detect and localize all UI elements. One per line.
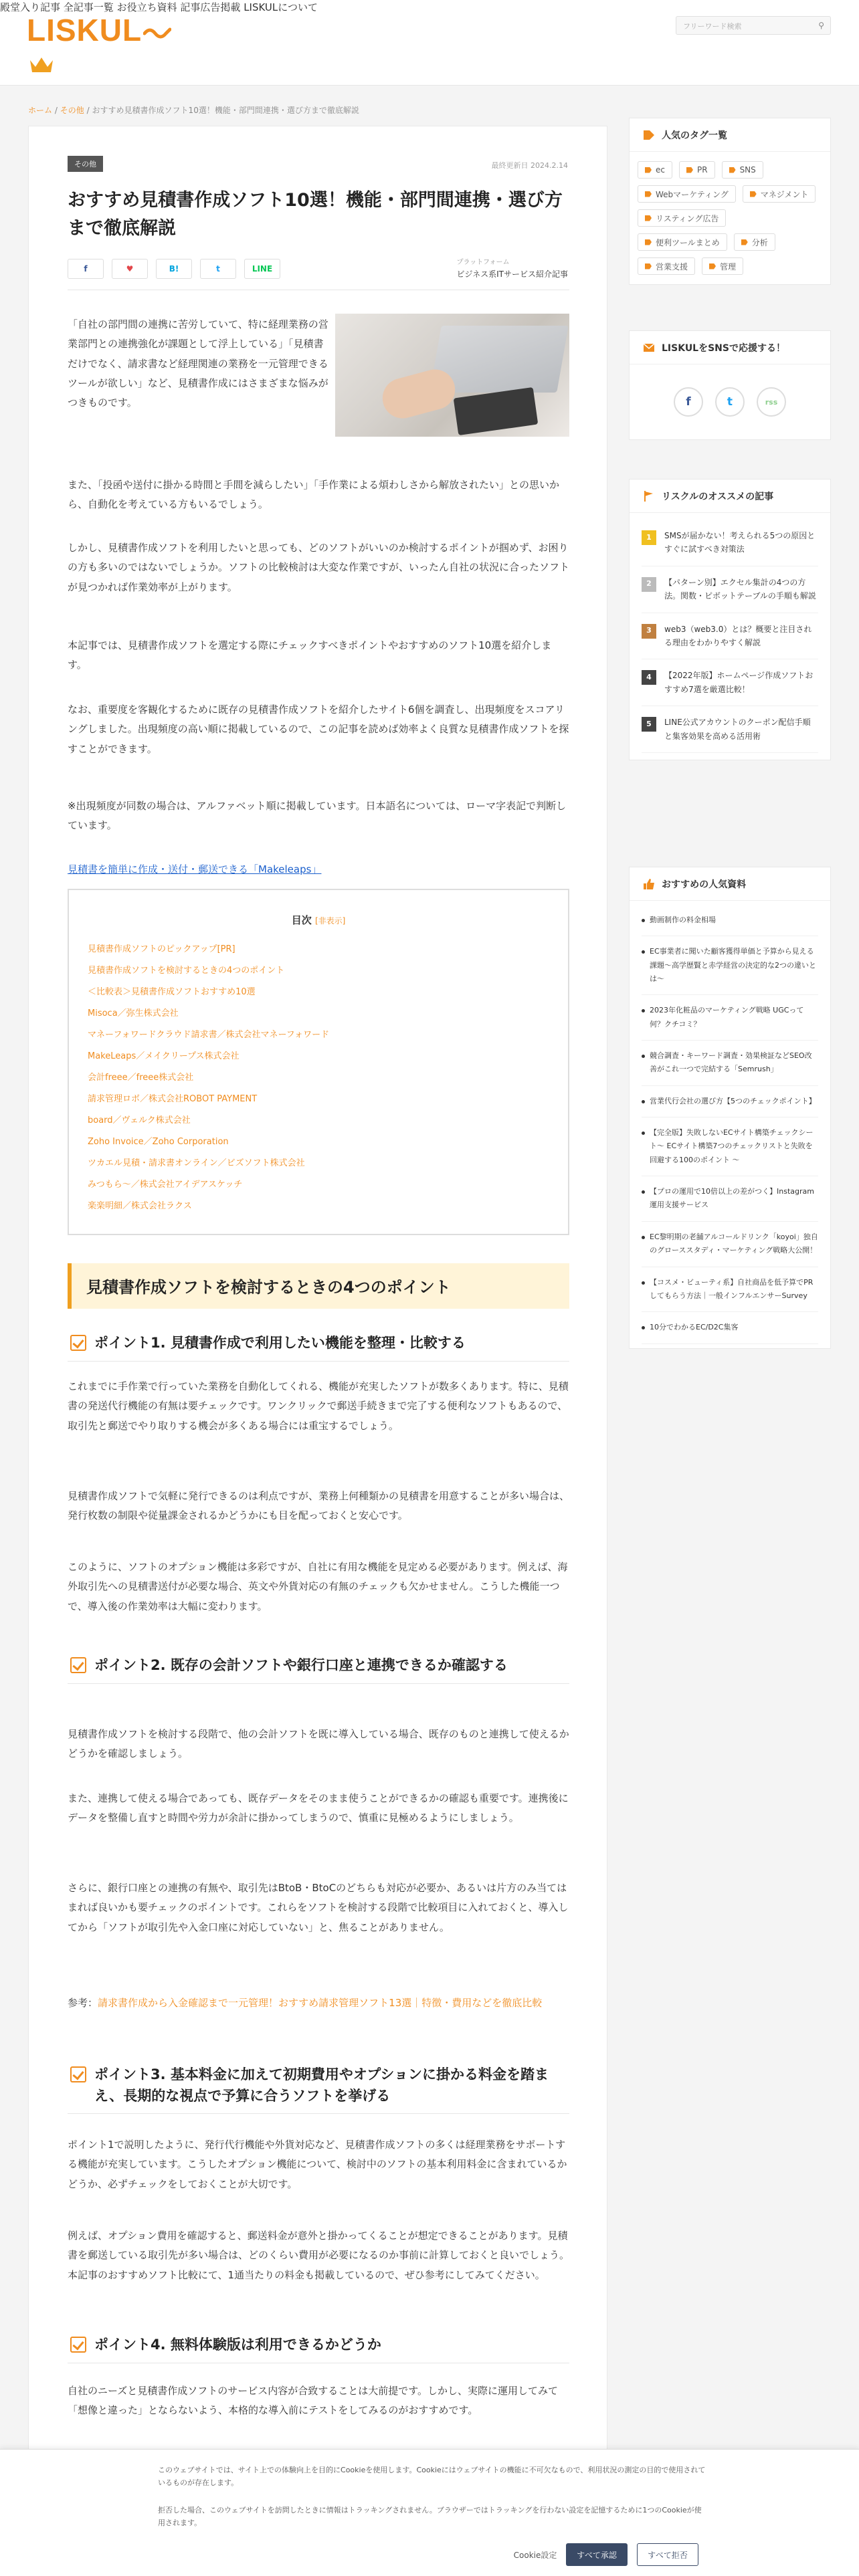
sidebar-ranking — [629, 479, 831, 760]
sidebar-heading: リスクルのオススメの記事 — [630, 479, 830, 513]
toc-item[interactable]: Misoca／弥生株式会社 — [88, 1008, 179, 1018]
sns-links — [630, 364, 830, 439]
paragraph: これまでに手作業で行っていた業務を自動化してくれる、機能が充実したソフトが数多くあります。特に、見積書の発送代行機能の有無は要チェックです。ワンクリックで郵送手続きまで完了する便利なソフトもあるので、取引先と郵送でやり取りする機会が多くある場合には重宝するでしょう。 — [68, 1380, 569, 1432]
paragraph: 見積書作成ソフトで気軽に発行できるのは利点ですが、業務上何種類かの見積書を用意することが多い場合は、発行枚数の制限や従量課金されるかどうかにも目を配っておくと安心です。 — [68, 1490, 570, 1522]
hatena-share-button[interactable]: B! — [156, 259, 192, 279]
logo-wave-icon — [143, 25, 171, 40]
tag-chip[interactable]: SNS — [722, 161, 763, 179]
tag-chip[interactable]: 営業支援 — [638, 257, 695, 275]
download-item[interactable]: 【プロの運用で10倍以上の差がつく】Instagram運用支援サービス — [642, 1176, 818, 1222]
toc-item[interactable]: 楽楽明細／株式会社ラクス — [88, 1201, 192, 1211]
updated-date: 最終更新日 2024.2.14 — [491, 161, 568, 170]
tag-chip[interactable]: Webマーケティング — [638, 185, 736, 203]
breadcrumb-current: おすすめ見積書作成ソフト10選！機能・部門間連携・選び方まで徹底解説 — [92, 106, 359, 115]
sponsor-info — [456, 257, 568, 281]
download-item[interactable]: EC黎明期の老舗アルコールドリンク「koyoi」独自のグローススタディ・マーケティング戦略大公開！ — [642, 1222, 818, 1267]
reference-link[interactable]: 請求書作成から入金確認まで一元管理！おすすめ請求管理ソフト13選｜特徴・費用などを徹底比較 — [98, 1997, 543, 2009]
download-item[interactable]: 営業代行会社の選び方【5つのチェックポイント】 — [642, 1086, 818, 1117]
toc-item[interactable]: ツカエル見積・請求書オンライン／ビズソフト株式会社 — [88, 1158, 305, 1168]
check-icon — [70, 2066, 86, 2082]
paragraph: なお、重要度を客観化するために既存の見積書作成ソフトを紹介したサイト6個を調査し、出現頻度をスコアリングしました。出現頻度の高い順に掲載しているので、この記事を読めば効率よく良質な見積書作成ソフトを探すことができます。 — [68, 704, 569, 755]
paragraph: また、「投函や送付に掛かる時間と手間を減らしたい」「手作業による煩わしさから解放されたい」との思いから、自動化を考えている方もいるでしょう。 — [68, 479, 560, 511]
paragraph: また、連携して使える場合であっても、既存データをそのまま使うことができるかの確認も重要です。連携後にデータを整備し直すと時間や労力が余計に掛かってしまうので、慎重に見極めるようにしましょう。 — [68, 1792, 569, 1824]
sidebar-heading: LISKULをSNSで応援する！ — [630, 331, 830, 364]
cookie-text: 拒否した場合、このウェブサイトを訪問したときに情報はトラッキングされません。ブラウザーではトラッキングを行わない設定を記憶するために1つのCookieが使用されます。 — [158, 2506, 702, 2527]
facebook-icon[interactable]: f — [674, 387, 703, 417]
download-item[interactable]: 競合調査・キーワード調査・効果検証などSEO改善がこれ一つで完結する「Semrush」 — [642, 1041, 818, 1086]
tag-chip[interactable]: リスティング広告 — [638, 209, 726, 227]
toc-item[interactable]: 見積書作成ソフトのピックアップ[PR] — [88, 944, 235, 954]
toc-item[interactable]: 請求管理ロボ／株式会社ROBOT PAYMENT — [88, 1094, 258, 1104]
nav-hall-of-fame[interactable]: 殿堂入り記事 — [0, 1, 61, 13]
cookie-settings-button[interactable]: Cookie設定 — [513, 2550, 557, 2560]
download-list — [630, 901, 830, 1348]
site-logo[interactable]: LISKUL — [27, 12, 171, 48]
section-heading: 見積書作成ソフトを検討するときの4つのポイント — [68, 1263, 569, 1309]
download-item[interactable]: 【完全版】失敗しないECサイト構築チェックシート〜 ECサイト構築7つのチェックリストと失敗を回避する100のポイント 〜 — [642, 1117, 818, 1176]
paragraph: 本記事では、見積書作成ソフトを選定する際にチェックすべきポイントやおすすめのソフト10選を紹介します。 — [68, 639, 552, 671]
search-icon[interactable]: ⚲ — [818, 21, 824, 30]
download-item[interactable]: EC事業者に聞いた顧客獲得単価と予算から見える課題〜高学歴賢と赤学経営の決定的な2つの違いとは〜 — [642, 936, 818, 995]
rank-number: 1 — [642, 530, 656, 545]
tag-chip[interactable]: PR — [679, 161, 715, 179]
nav-advertise[interactable]: 記事広告掲載 — [180, 1, 241, 13]
line-share-button[interactable]: LINE — [244, 259, 280, 279]
sidebar-heading: おすすめの人気資料 — [630, 867, 830, 901]
crown-icon — [28, 55, 55, 75]
nav-about[interactable]: LISKULについて — [244, 1, 318, 13]
breadcrumb-home[interactable]: ホーム — [28, 106, 53, 115]
article-title: おすすめ見積書作成ソフト10選！機能・部門間連携・選び方まで徹底解説 — [68, 190, 563, 239]
breadcrumb-category[interactable]: その他 — [60, 106, 84, 115]
tag-chip[interactable]: 便利ツールまとめ — [638, 233, 727, 251]
facebook-share-button[interactable]: f — [68, 259, 104, 279]
sponsor-label: プラットフォーム — [456, 259, 510, 266]
point-heading: ポイント4. 無料体験版は利用できるかどうか — [68, 2335, 569, 2363]
reject-all-button[interactable]: すべて拒否 — [637, 2543, 698, 2566]
download-item[interactable]: 動画制作の料金相場 — [642, 905, 818, 936]
paragraph: 例えば、オプション費用を確認すると、郵送料金が意外と掛かってくることが想定できることがあります。見積書を郵送している取引先が多い場合は、どのくらい費用が必要になるのか事前に計算しておくと良いでしょう。本記事のおすすめソフト比較にて、1通当たりの料金も掲載しているので、ぜひ参考にしてみてください。 — [68, 2230, 570, 2281]
flag-icon — [643, 490, 655, 502]
rank-number: 4 — [642, 670, 656, 685]
paragraph: 見積書作成ソフトを検討する段階で、他の会計ソフトを既に導入している場合、既存のものと連携して使えるかどうかを確認しましょう。 — [68, 1728, 569, 1760]
sidebar-sns — [629, 330, 831, 440]
tag-chip[interactable]: マネジメント — [743, 185, 816, 203]
paragraph: このように、ソフトのオプション機能は多彩ですが、自社に有用な機能を見定める必要があります。例えば、海外取引先への見積書送付が必要な場合、英文や外貨対応の有無のチェックも欠かせません。こうした機能一つで、導入後の作業効率は大幅に変わります。 — [68, 1561, 568, 1612]
ranking-list — [630, 513, 830, 760]
pocket-share-button[interactable]: ♥ — [112, 259, 148, 279]
ranking-item[interactable] — [642, 566, 818, 613]
rank-number: 3 — [642, 624, 656, 639]
article — [28, 126, 607, 2576]
toc-list — [88, 939, 549, 1217]
nav-resources[interactable]: お役立ち資料 — [116, 1, 177, 13]
ranking-item[interactable] — [642, 706, 818, 753]
toc-item[interactable]: board／ヴェルク株式会社 — [88, 1115, 191, 1125]
download-item[interactable]: 【コスメ・ビューティ系】自社商品を低予算でPRしてもらう方法｜一般インフルエンサーSurvey — [642, 1267, 818, 1313]
twitter-icon[interactable]: t — [715, 387, 745, 417]
sidebar-heading: 人気のタグ一覧 — [630, 118, 830, 152]
reference-line: 参考：請求書作成から入金確認まで一元管理！おすすめ請求管理ソフト13選｜特徴・費用などを徹底比較 — [68, 1997, 543, 2009]
hero-image — [335, 314, 569, 437]
toc-item[interactable]: MakeLeaps／メイクリープス株式会社 — [88, 1051, 240, 1061]
check-icon — [70, 2337, 86, 2353]
rank-number: 2 — [642, 577, 656, 592]
ranking-title: 【2022年版】ホームページ作成ソフトおすすめ7選を厳選比較！ — [664, 671, 814, 694]
tag-chip[interactable]: 分析 — [734, 233, 775, 251]
toc-title: 目次 [非表示] — [291, 914, 346, 926]
rss-icon[interactable]: rss — [757, 387, 786, 417]
paragraph: ポイント1で説明したように、発行代行機能や外貨対応など、見積書作成ソフトの多くは経理業務をサポートする機能が充実しています。こうしたオプション機能について、検討中のソフトの基本利用料金に含まれているかどうか、必ずチェックをしておくことが大切です。 — [68, 2139, 567, 2190]
paragraph: さらに、銀行口座との連携の有無や、取引先はBtoB・BtoCのどちらも対応が必要か、あるいは片方のみ当てはまれば良いかも要チェックのポイントです。これらをソフトを検討する段階で比較項目に入れておくと、導入してから「ソフトが取引先や入金口座に対応していない」と、焦ることがありません。 — [68, 1882, 569, 1933]
sidebar-downloads — [629, 867, 831, 1349]
sponsor-name: ビジネス系ITサービス紹介記事 — [456, 270, 568, 279]
toc-item[interactable]: みつもら～／株式会社アイデアスケッチ — [88, 1180, 243, 1190]
sidebar-tags — [629, 118, 831, 285]
nav-all-articles[interactable]: 全記事一覧 — [63, 1, 114, 13]
ranking-title: web3（web3.0）とは？概要と注目される理由をわかりやすく解説 — [664, 624, 812, 647]
ranking-item[interactable] — [642, 613, 818, 660]
breadcrumb — [28, 104, 359, 116]
accept-all-button[interactable]: すべて承認 — [566, 2543, 628, 2566]
rank-number: 5 — [642, 717, 656, 732]
ranking-item[interactable] — [642, 520, 818, 566]
check-icon — [70, 1657, 86, 1673]
category-badge[interactable]: その他 — [68, 156, 103, 172]
check-icon — [70, 1335, 86, 1351]
toc-item[interactable]: 見積書作成ソフトを検討するときの4つのポイント — [88, 966, 285, 976]
download-item[interactable]: 10分でわかるEC/D2C集客 — [642, 1312, 818, 1344]
toc-toggle[interactable]: [非表示] — [314, 916, 346, 926]
download-item[interactable]: 2023年化粧品のマーケティング戦略 UGCって何？クチコミ？ — [642, 995, 818, 1041]
twitter-share-button[interactable]: t — [200, 259, 236, 279]
ranking-title: SMSが届かない！考えられる5つの原因とすぐに試すべき対策法 — [664, 531, 816, 554]
site-header — [0, 0, 859, 86]
toc-item[interactable]: マネーフォワードクラウド請求書／株式会社マネーフォワード — [88, 1030, 330, 1040]
toc-item[interactable]: Zoho Invoice／Zoho Corporation — [88, 1137, 229, 1147]
share-buttons — [68, 259, 280, 279]
tag-chip[interactable]: 管理 — [702, 257, 743, 275]
ranking-title: 【パターン別】エクセル集計の4つの方法。関数・ピボットテーブルの手順も解説 — [664, 577, 816, 601]
makeleaps-link[interactable]: 見積書を簡単に作成・送付・郵送できる「Makeleaps」 — [68, 863, 322, 875]
intro-paragraph: 「自社の部門間の連携に苦労していて、特に経理業務の営業部門との連携強化が課題として浮上している」「見積書だけでなく、請求書など経理関連の業務を一元管理できるツールが欲しい」など、見積書作成にはさまざまな悩みがつきものです。 — [68, 318, 328, 409]
table-of-contents — [68, 889, 569, 1235]
ranking-title: LINE公式アカウントのクーポン配信手順と集客効果を高める活用術 — [664, 718, 811, 741]
mail-icon — [643, 342, 655, 354]
tag-icon — [643, 129, 655, 141]
paragraph: 自社のニーズと見積書作成ソフトのサービス内容が合致することは大前提です。しかし、実際に運用してみて「想像と違った」とならないよう、本格的な導入前にテストをしてみるのがおすすめです。 — [68, 2385, 559, 2417]
search-input[interactable]: フリーワード検索 ⚲ — [676, 16, 831, 35]
point-heading: ポイント2. 既存の会計ソフトや銀行口座と連携できるか確認する — [68, 1655, 569, 1684]
cookie-text: このウェブサイトでは、サイト上での体験向上を目的にCookieを使用します。Cookieにはウェブサイトの機能に不可欠なもので、利用状況の測定の目的で使用されているものが存在します。 — [158, 2466, 706, 2487]
toc-item[interactable]: ＜比較表＞見積書作成ソフトおすすめ10選 — [88, 987, 256, 997]
ranking-item[interactable] — [642, 659, 818, 706]
cookie-banner — [0, 2449, 859, 2576]
point-heading: ポイント1. 見積書作成で利用したい機能を整理・比較する — [68, 1333, 569, 1362]
point-heading: ポイント3. 基本料金に加えて初期費用やオプションに掛かる料金を踏まえ、長期的な視点で予算に合うソフトを挙げる — [68, 2064, 569, 2114]
toc-item[interactable]: 会計freee／freee株式会社 — [88, 1073, 194, 1083]
paragraph: しかし、見積書作成ソフトを利用したいと思っても、どのソフトがいいのか検討するポイントが掴めず、お困りの方も多いのではないでしょうか。ソフトの比較検討は大変な作業ですが、いったん自社の状況に合ったソフトが見つかれば作業効率が上がります。 — [68, 542, 570, 593]
breadcrumb-separator: / — [54, 106, 58, 115]
tag-list — [630, 152, 830, 284]
thumbs-up-icon — [643, 878, 655, 890]
tag-chip[interactable]: ec — [638, 161, 672, 179]
breadcrumb-separator: / — [86, 106, 90, 115]
paragraph: ※出現頻度が同数の場合は、アルファベット順に掲載しています。日本語名については、ローマ字表記で判断しています。 — [68, 800, 567, 832]
